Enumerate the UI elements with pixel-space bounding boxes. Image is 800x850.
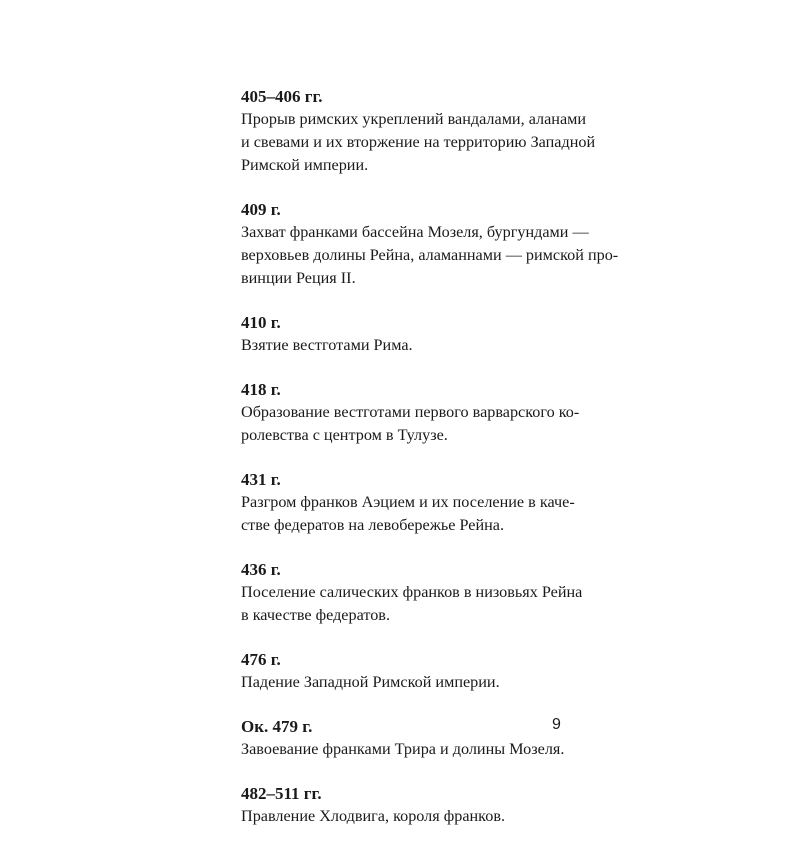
entry-text bbox=[241, 108, 596, 177]
page-number: 9 bbox=[552, 716, 561, 733]
entry-text bbox=[241, 221, 619, 290]
entry-text bbox=[241, 581, 583, 627]
entry-text-line: и свевами и их вторжение на территорию Западной bbox=[241, 133, 596, 151]
entry-year: 405–406 гг. bbox=[241, 87, 323, 106]
chronology-entry bbox=[241, 379, 580, 447]
entry-text-line: Падение Западной Римской империи. bbox=[241, 673, 500, 691]
entry-text-line: винции Реция II. bbox=[241, 269, 356, 287]
entry-text-line: Образование вестготами первого варварского ко- bbox=[241, 403, 580, 421]
entry-text-line: ролевства с центром в Тулузе. bbox=[241, 426, 448, 444]
entry-text-line: стве федератов на левобережье Рейна. bbox=[241, 516, 505, 534]
entry-text bbox=[241, 738, 569, 761]
entry-year: 436 г. bbox=[241, 560, 281, 579]
entry-text bbox=[241, 491, 575, 537]
chronology-entry bbox=[241, 559, 583, 627]
chronology-entry bbox=[241, 783, 569, 828]
entry-text-line: верховьев долины Рейна, аламаннами — римской про- bbox=[241, 246, 619, 264]
entry-year: 482–511 гг. bbox=[241, 784, 322, 803]
entry-text-line: Взятие вестготами Рима. bbox=[241, 336, 413, 354]
entry-text-line: Завоевание франками Трира и долины Мозеля. bbox=[241, 740, 565, 758]
entry-year: 410 г. bbox=[241, 313, 281, 332]
chronology-entry bbox=[241, 312, 569, 357]
chronology-entry bbox=[241, 469, 575, 537]
entry-text bbox=[241, 671, 569, 694]
chronology-entry bbox=[241, 86, 596, 177]
entry-text-line: Поселение салических франков в низовьях Рейна bbox=[241, 583, 583, 601]
chronology-entry bbox=[241, 716, 569, 761]
entry-text-line: Разгром франков Аэцием и их поселение в каче- bbox=[241, 493, 575, 511]
entry-text-line: Прорыв римских укреплений вандалами, аланами bbox=[241, 110, 587, 128]
entry-text-line: Правление Хлодвига, короля франков. bbox=[241, 807, 506, 825]
chronology-entry bbox=[241, 649, 569, 694]
chronology-list bbox=[241, 86, 619, 850]
entry-text bbox=[241, 334, 569, 357]
entry-year: 409 г. bbox=[241, 200, 281, 219]
chronology-entry bbox=[241, 199, 619, 290]
entry-year: Ок. 479 г. bbox=[241, 717, 313, 736]
entry-text bbox=[241, 401, 580, 447]
entry-text-line: Римской империи. bbox=[241, 156, 369, 174]
entry-year: 418 г. bbox=[241, 380, 281, 399]
entry-year: 476 г. bbox=[241, 650, 281, 669]
entry-year: 431 г. bbox=[241, 470, 281, 489]
entry-text-line: Захват франками бассейна Мозеля, бургундами — bbox=[241, 223, 589, 241]
entry-text-line: в качестве федератов. bbox=[241, 606, 390, 624]
entry-text bbox=[241, 805, 569, 828]
